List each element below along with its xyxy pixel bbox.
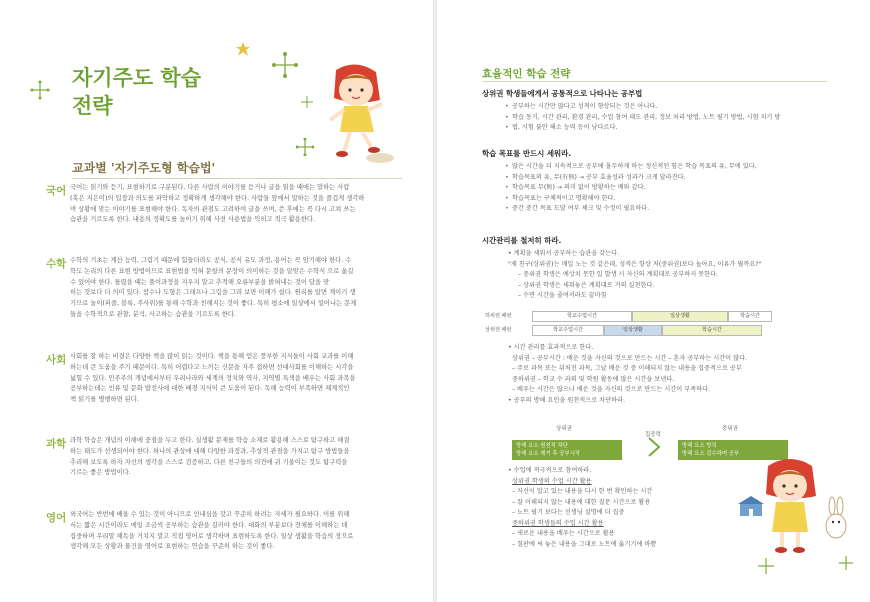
block-goals: [482, 148, 832, 215]
sparkle-icon: [30, 80, 50, 100]
star-icon: [236, 42, 250, 56]
subject-label: 영어: [46, 512, 67, 524]
flow-head-mid: 집중력: [645, 432, 661, 438]
list-item: • 법, 시험 불안 해소 능력 등이 남다르다.: [512, 123, 832, 134]
flow-box-left: [512, 440, 622, 460]
right-section-title: 효율적인 학습 전략: [482, 68, 571, 80]
list-item: • 많은 시간을 더 지속적으로 공부에 몰두하게 하는 정신적인 힘은 학습 목표의 유, 무에 있다.: [512, 162, 832, 173]
text-line: 책 읽기를 병행하면 된다.: [70, 396, 139, 404]
schedule-cell-school: 학교수업시간: [532, 325, 604, 336]
subject-korean: [46, 183, 406, 226]
page-title: [72, 64, 242, 120]
subject-english: [46, 510, 406, 553]
text-line: 하는데 큰 도움을 주기 때문이다. 특히 어렵다고 느끼는 신문을 자주 접하면 선대사회를 이해하는 시각을: [70, 363, 354, 371]
list-item: • 학습목표 무(無) → 의미 없이 방황하는 배와 같다.: [512, 183, 832, 194]
running-girl-illustration: [316, 60, 396, 165]
text-line: 과학 학습은 개념의 이해에 중점을 두고 한다. 실생활 문제를 학습 소재로 활용해 스스로 탐구하고 해결: [70, 437, 350, 444]
flow-item: 방해 요소 원천적 차단: [516, 443, 569, 449]
sub-heading: 상위권 학생의 수업 시간 활용: [512, 477, 592, 485]
text-line: 들을 수학적으로 관찰, 분석, 사고하는 습관을 기르도록 한다.: [70, 310, 237, 318]
block-heading: 시간관리를 철저히 하라.: [482, 236, 562, 245]
subject-label: 과학: [46, 438, 67, 450]
text-line: 히는 것보다 더 의미 있다. 참수나 도형은 그래프나 그림을 그려 보면 이해가 쉽다. 원리를 알면 계이기 생: [70, 289, 356, 297]
schedule-cell-study: 학습시간: [662, 325, 762, 336]
text-line: 학도 논리의 다른 표현 방법이므로 표현법을 익혀 문항의 문장이 의미하는 것을 알맞은 수학식 으로 옮길: [70, 267, 354, 275]
flow-item: 방해 요소 방치: [682, 443, 717, 449]
text-line: 수 있어야 한다. 틀렸을 때는 풀이과정을 지우지 말고 추적해 오류부분을 밝혀내는 것이 답을 맞: [70, 278, 330, 286]
flow-item: 방해 요소 제거 후 공부시작: [516, 451, 581, 457]
text-line: 사회를 잘 하는 비결은 다양한 책을 많이 읽는 것이다. 책을 통해 얻은 풍부한 지식들이 사회 교과를 이해: [70, 353, 354, 360]
subject-body: [70, 183, 406, 226]
text-line: – 수면 시간을 줄여서라도 끝마침: [518, 292, 607, 299]
quote-line: "제 친구(상위권)는 매일 노는 것 같은데, 성적은 항상 저(중위권)보다 높아요, 이유가 뭘까요?": [508, 260, 762, 268]
subject-body: [70, 352, 406, 406]
block-time-management: [482, 235, 832, 302]
text-line: 추리해 보도록 하자 자신의 생각을 스스로 검증하고, 다른 친구들의 의견에 귀 기울이는 것도 탐구력을: [70, 458, 348, 466]
block-body: [482, 343, 832, 406]
text-line: – 노트 필기 보다는 선생님 설명에 더 집중: [512, 509, 625, 516]
text-line: 공부하는데는 인류 및 문화 발전사에 대한 배경 지식이 큰 도움이 된다. 독해 능력이 부족하면 체계적인: [70, 385, 350, 393]
subject-body: [70, 510, 406, 553]
title-line-2: 전략: [72, 94, 113, 118]
text-line: 기므로 놀이(퍼즐, 블록, 주사위)를 통해 수학과 친해지는 것이 좋다. 특히 평소에 일상에서 일어나는 문제: [70, 300, 357, 308]
text-line: 기르는 좋은 방법이다.: [70, 469, 131, 477]
text-line: 수학의 기초는 계산 능력, 그림기 때문에 힘들더라도 공식, 공식 유도 과정, 용어는 꼭 암기해야 한다. 수: [70, 257, 352, 264]
text-line: 며 상황에 맞는 이야기를 표현해야 한다. 독자의 관점도 고려하여 글을 쓰며, 쓴 후에는 꼭 다시 고쳐 쓰는: [70, 205, 356, 213]
text-line: – 잘 이해되지 않는 내용에 대한 질문 시간으로 활용: [512, 498, 651, 506]
schedule-row-label: 하위권 패턴: [485, 313, 512, 319]
text-line: – 배우는 시간은 많으나 배운 것을 자신의 것으로 만드는 시간이 부족하다.: [512, 386, 711, 393]
subject-math: [46, 256, 406, 321]
text-line: 집중하며 우리말 해독을 거치지 말고 직접 영어로 생각하며 표현하도록 한다. 일상 생활을 학습의 장으로: [70, 532, 354, 540]
text-line: 상위권 – 공부시간 : 배운 것을 자신의 것으로 만드는 시간 – 혼자 공부하는 시간이 많다.: [512, 354, 748, 362]
block-heading: 학습 목표를 반드시 세워라.: [482, 149, 572, 158]
schedule-cell-school: 학교수업시간: [532, 311, 632, 322]
text-line: 습관을 기르도록 한다. 내용의 정확도를 높이기 위해 사전 사용법을 익히고 적극 활용한다.: [70, 216, 316, 224]
list-item: • 학습목표는 구체적이고 명확해야 한다.: [512, 194, 832, 205]
flow-head-left: 상위권: [556, 426, 572, 432]
text-line: • 시간 관리를 효과적으로 한다.: [508, 344, 594, 351]
text-line: • 계획을 세워서 공부하는 습관을 갖는다.: [508, 250, 620, 257]
text-line: 생각해 모든 상황과 물건을 영어로 표현하는 연습을 꾸준히 하는 것이 좋다.: [70, 543, 275, 551]
flow-item: 방해 요소 감수하며 공부: [682, 451, 740, 457]
subject-body: [70, 256, 406, 321]
text-line: – 자신이 알고 있는 내용을 다시 한 번 확인하는 시간: [512, 488, 653, 495]
subtitle-divider: [72, 178, 402, 179]
section-subtitle: 교과별 '자기주도형 학습법': [72, 161, 216, 175]
sparkle-icon: [296, 138, 314, 156]
chevron-right-icon: [646, 436, 662, 458]
text-line: 외국어는 반번에 배울 수 있는 것이 아니므로 인내심을 갖고 꾸준히 하려는 자세가 필요하다. 이를 위해: [70, 511, 350, 518]
list-item: • 학습목표의 유, 무(有無) → 공부 효율성과 성과가 크게 달라진다.: [512, 173, 832, 184]
flow-head-right: 중위권: [722, 426, 738, 432]
text-line: • 공부의 방해 요인을 원천적으로 차단하라.: [508, 396, 626, 404]
text-line: – 새로운 내용을 배우는 시간으로 활용: [512, 530, 615, 537]
sparkle-icon: [300, 95, 314, 109]
subject-science: [46, 436, 406, 479]
block-body: [482, 249, 832, 302]
subject-body: [70, 436, 406, 479]
text-line: 넓힐 수 있다. 민주주의 개념에서부터 우리나라와 세계의 정치와 역사, 지역별 특색을 배우는 사회 과목을: [70, 374, 356, 382]
text-line: 국어는 읽기와 듣기, 표현하기로 구분된다. 다른 사람의 이야기를 듣거나 글을 읽을 때에는 말하는 사람: [70, 184, 350, 191]
schedule-cell-daily: 일상생활: [604, 325, 662, 336]
text-line: – 상위권 학생은 세워놓은 계획대로 거의 실천한다.: [518, 281, 655, 289]
school-building-icon: [736, 494, 766, 518]
block-top-students: [482, 88, 832, 134]
schedule-cell-daily: 일상생활: [632, 311, 728, 322]
text-line: – 칠판에 써 놓은 내용을 그대로 노트에 옮기기에 바쁨: [512, 540, 657, 548]
text-line: • 수업에 적극적으로 참여하라.: [508, 467, 592, 474]
sub-heading: 중하위권 학생들의 수업 시간 활용: [512, 519, 604, 527]
schedule-row-low: [482, 311, 827, 323]
title-line-1: 자기주도 학습: [72, 66, 202, 90]
section-divider: [482, 81, 827, 82]
sparkle-icon: [272, 52, 298, 78]
list-item: • 학습 동기, 시간 관리, 환경 관리, 수업 참여 태도 관리, 정보 처리 방법, 노트 필기 방법, 시험 치기 방: [512, 113, 832, 124]
subject-label: 국어: [46, 185, 67, 197]
text-line: – 주로 과목 또는 뒤처진 과목, 그날 배운 것 중 이해되지 않는 내용을 집중적으로 공부: [512, 365, 742, 372]
block-heading: 상위권 학생들에게서 공통적으로 나타나는 공부법: [482, 89, 643, 98]
girl-with-bunny-illustration: [756, 452, 860, 582]
text-line: – 중위권 학생은 예상치 못한 일 발생 시 자신의 계획대로 공부하지 못한다.: [518, 271, 719, 278]
schedule-cell-study: 학습시간: [728, 311, 772, 322]
bullet-list: [482, 162, 832, 215]
text-line: 하는 태도가 선생되어야 한다. 하나의 관상에 대해 다양한 과정과, 추상적 관점을 가지고 탐구 방법들을: [70, 447, 350, 455]
schedule-row-high: [482, 325, 827, 337]
text-line: 서는 짧은 시간이라도 매일 조금씩 공부하는 습관을 길러야 한다. 대화의 부분보다 전체를 이해하는 데: [70, 521, 348, 529]
subject-label: 사회: [46, 354, 67, 366]
bullet-list: [482, 102, 832, 134]
list-item: • 공부하는 시간만 많다고 성적이 향상되는 것은 아니다.: [512, 102, 832, 113]
block-effective-time: [482, 343, 832, 406]
list-item: • 중간 중간 목표 도달 여부 체크 및 수정이 필요하다.: [512, 204, 832, 215]
subject-social: [46, 352, 406, 406]
schedule-row-label: 상위권 패턴: [485, 327, 512, 333]
text-line: (혹은 지은이)의 입장과 의도를 파악하고 정확하게 생각해야 한다. 사람들 앞에서 말하는 것을 즐겁게 생각하: [70, 194, 365, 202]
text-line: 중하위권 – 학교 수 과외 및 학원 활동에 많은 시간을 보낸다.: [512, 375, 675, 383]
subject-label: 수학: [46, 258, 67, 270]
